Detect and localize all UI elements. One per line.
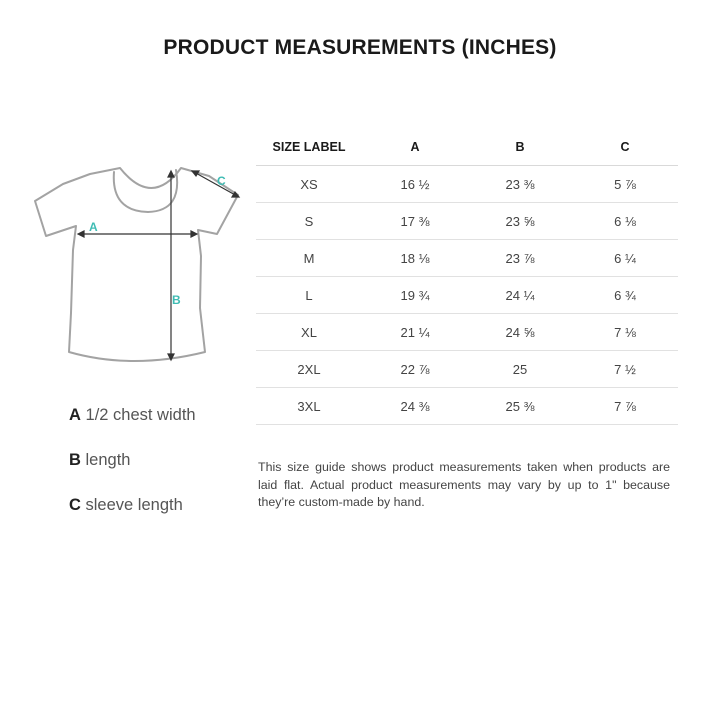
measure-a-cell: 24 ⅜ bbox=[362, 388, 468, 425]
measure-b-cell: 25 ⅜ bbox=[468, 388, 572, 425]
measure-c-cell: 7 ⅛ bbox=[572, 314, 678, 351]
measure-b-cell: 25 bbox=[468, 351, 572, 388]
measure-b-cell: 23 ⅝ bbox=[468, 203, 572, 240]
measure-c-cell: 6 ⅛ bbox=[572, 203, 678, 240]
measure-a-cell: 16 ½ bbox=[362, 166, 468, 203]
measure-c-cell: 5 ⅞ bbox=[572, 166, 678, 203]
measure-a-cell: 17 ⅜ bbox=[362, 203, 468, 240]
legend-letter: A bbox=[69, 406, 81, 424]
table-header-row bbox=[256, 129, 678, 166]
column-header-a: A bbox=[362, 129, 468, 166]
size-guide-note: This size guide shows product measurements taken when products are laid flat. Actual product measurements may vary by up to 1" because they’re custom-made by hand. bbox=[258, 460, 670, 509]
table-row bbox=[256, 240, 678, 277]
measure-c-label: C bbox=[217, 174, 226, 188]
table-row bbox=[256, 277, 678, 314]
size-label-cell: M bbox=[256, 240, 362, 277]
column-header-size-label: SIZE LABEL bbox=[256, 129, 362, 166]
legend-text: length bbox=[85, 451, 131, 469]
size-label-cell: L bbox=[256, 277, 362, 314]
page-title: PRODUCT MEASUREMENTS (INCHES) bbox=[163, 36, 557, 59]
t-shirt-diagram bbox=[28, 158, 250, 373]
measure-b-cell: 23 ⅜ bbox=[468, 166, 572, 203]
legend-item-c bbox=[69, 494, 196, 539]
size-label-cell: 3XL bbox=[256, 388, 362, 425]
table-row bbox=[256, 314, 678, 351]
measure-c-cell: 7 ⅞ bbox=[572, 388, 678, 425]
measure-b-cell: 24 ⅝ bbox=[468, 314, 572, 351]
table-row bbox=[256, 351, 678, 388]
measurement-legend bbox=[69, 404, 196, 539]
legend-item-b bbox=[69, 449, 196, 494]
measure-a-cell: 21 ¼ bbox=[362, 314, 468, 351]
measure-a-cell: 18 ⅛ bbox=[362, 240, 468, 277]
column-header-c: C bbox=[572, 129, 678, 166]
legend-text: 1/2 chest width bbox=[85, 406, 196, 424]
measure-b-cell: 24 ¼ bbox=[468, 277, 572, 314]
measure-c-cell: 7 ½ bbox=[572, 351, 678, 388]
column-header-b: B bbox=[468, 129, 572, 166]
size-label-cell: S bbox=[256, 203, 362, 240]
size-table bbox=[256, 129, 678, 425]
size-label-cell: XL bbox=[256, 314, 362, 351]
measure-a-cell: 22 ⅞ bbox=[362, 351, 468, 388]
table-row bbox=[256, 166, 678, 203]
measure-b-label: B bbox=[172, 293, 181, 307]
measure-b-cell: 23 ⅞ bbox=[468, 240, 572, 277]
measure-c-cell: 6 ¼ bbox=[572, 240, 678, 277]
legend-item-a bbox=[69, 404, 196, 449]
t-shirt-outline bbox=[35, 168, 238, 361]
table-row bbox=[256, 388, 678, 425]
legend-text: sleeve length bbox=[85, 496, 183, 514]
measure-a-cell: 19 ¾ bbox=[362, 277, 468, 314]
t-shirt-neckline bbox=[114, 170, 177, 212]
legend-letter: C bbox=[69, 496, 81, 514]
measure-a-label: A bbox=[89, 220, 98, 234]
measure-c-arrow bbox=[192, 171, 239, 197]
legend-letter: B bbox=[69, 451, 81, 469]
size-label-cell: 2XL bbox=[256, 351, 362, 388]
size-label-cell: XS bbox=[256, 166, 362, 203]
table-row bbox=[256, 203, 678, 240]
measure-c-cell: 6 ¾ bbox=[572, 277, 678, 314]
